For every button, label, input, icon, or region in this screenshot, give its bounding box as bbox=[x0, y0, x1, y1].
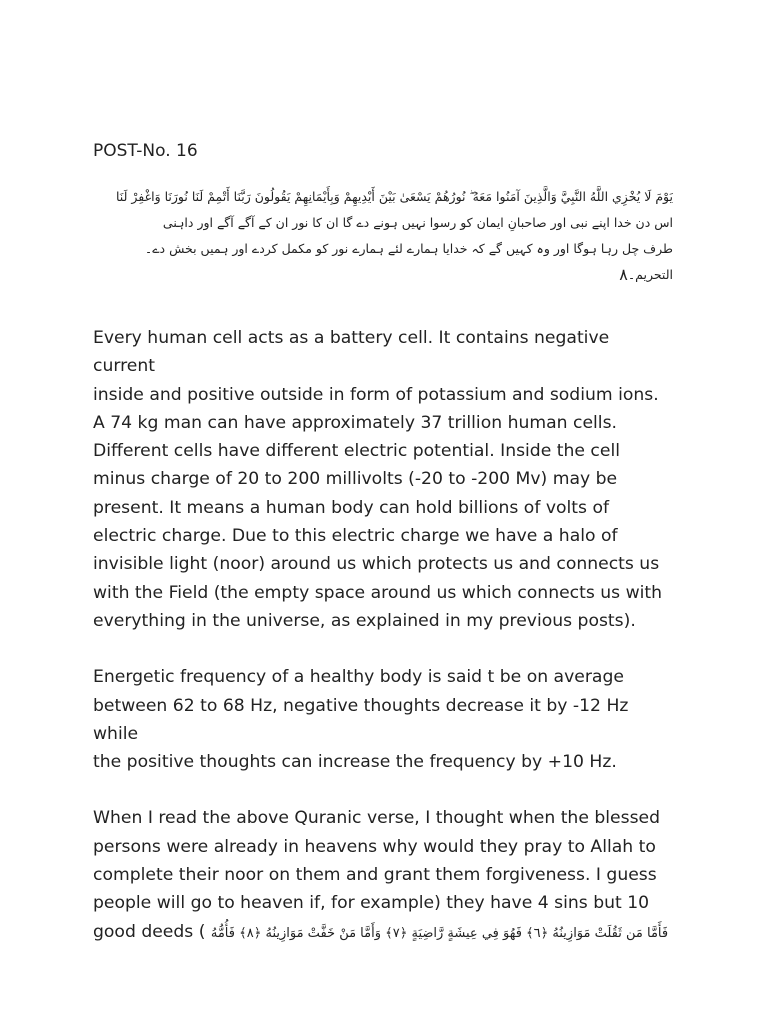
verse-reference bbox=[93, 262, 673, 288]
post-content bbox=[93, 140, 673, 976]
last-line-english: good deeds ( bbox=[93, 921, 211, 942]
arabic-verse-line: يَوْمَ لَا يُخْزِي اللَّهُ النَّبِيَّ وَالَّذِينَ آمَنُوا مَعَهُ ۖ نُورُهُمْ يَسْعَىٰ بَيْنَ أَيْدِيهِمْ وَبِأَيْمَانِهِمْ يَقُولُونَ رَبَّنَا أَتْمِمْ لَنَا نُورَنَا وَاغْفِرْ لَنَا bbox=[116, 189, 673, 204]
verse-reference-surah: التحریم۔ bbox=[627, 267, 673, 282]
verse-reference-number: ٨ bbox=[619, 265, 628, 284]
paragraph-quranic-reflection: When I read the above Quranic verse, I thought when the blessed persons were already in heavens why would they pray to Allah to complete their noor on them and grant them forgiveness. I guess people will go to heaven if, for example) they have 4 sins but 10 bbox=[93, 808, 661, 914]
urdu-translation-line-1: اس دن خدا اپنے نبی اور صاحبانِ ایمان کو رسوا نہیں ہونے دے گا ان کا نور ان کے آگے آگے اور داہنی bbox=[162, 215, 673, 230]
post-body bbox=[93, 324, 673, 948]
last-line-arabic-verse: فَأَمَّا مَن ثَقُلَتْ مَوَازِينُهُ ﴿٦﴾ فَهُوَ فِي عِيشَةٍ رَّاضِيَةٍ ﴿٧﴾ وَأَمَّا مَنْ خَفَّتْ مَوَازِينُهُ ﴿٨﴾ فَأُمُّهُ bbox=[210, 925, 669, 941]
paragraph-battery-cell: Every human cell acts as a battery cell. It contains negative current inside and positive outside in form of potassium and sodium ions. A 74 kg man can have approximately 37 trillion human cells. Different cells have different electric potential. Inside the cell minus charge of 20 to 200 millivolts (-20 to -200 Mv) may be present. It means a human body can hold billions of volts of electric charge. Due to this electric charge we have a halo of invisible light (noor) around us which protects us and connects us with the Field (the empty space around us which connects us with everything in the universe, as explained in my previous posts). bbox=[93, 328, 663, 631]
paragraph-last-line bbox=[93, 918, 673, 948]
post-title: POST-No. 16 bbox=[93, 141, 198, 161]
quran-verse-block bbox=[93, 184, 673, 288]
paragraph-frequency: Energetic frequency of a healthy body is said t be on average between 62 to 68 Hz, negative thoughts decrease it by -12 Hz while the positive thoughts can increase the frequency by +10 Hz. bbox=[93, 667, 629, 773]
urdu-translation-line-2: طرف چل رہا ہوگا اور وہ کہیں گے کہ خدایا ہمارے لئے ہمارے نور کو مکمل کردے اور ہمیں بخش دے۔ bbox=[144, 241, 673, 256]
